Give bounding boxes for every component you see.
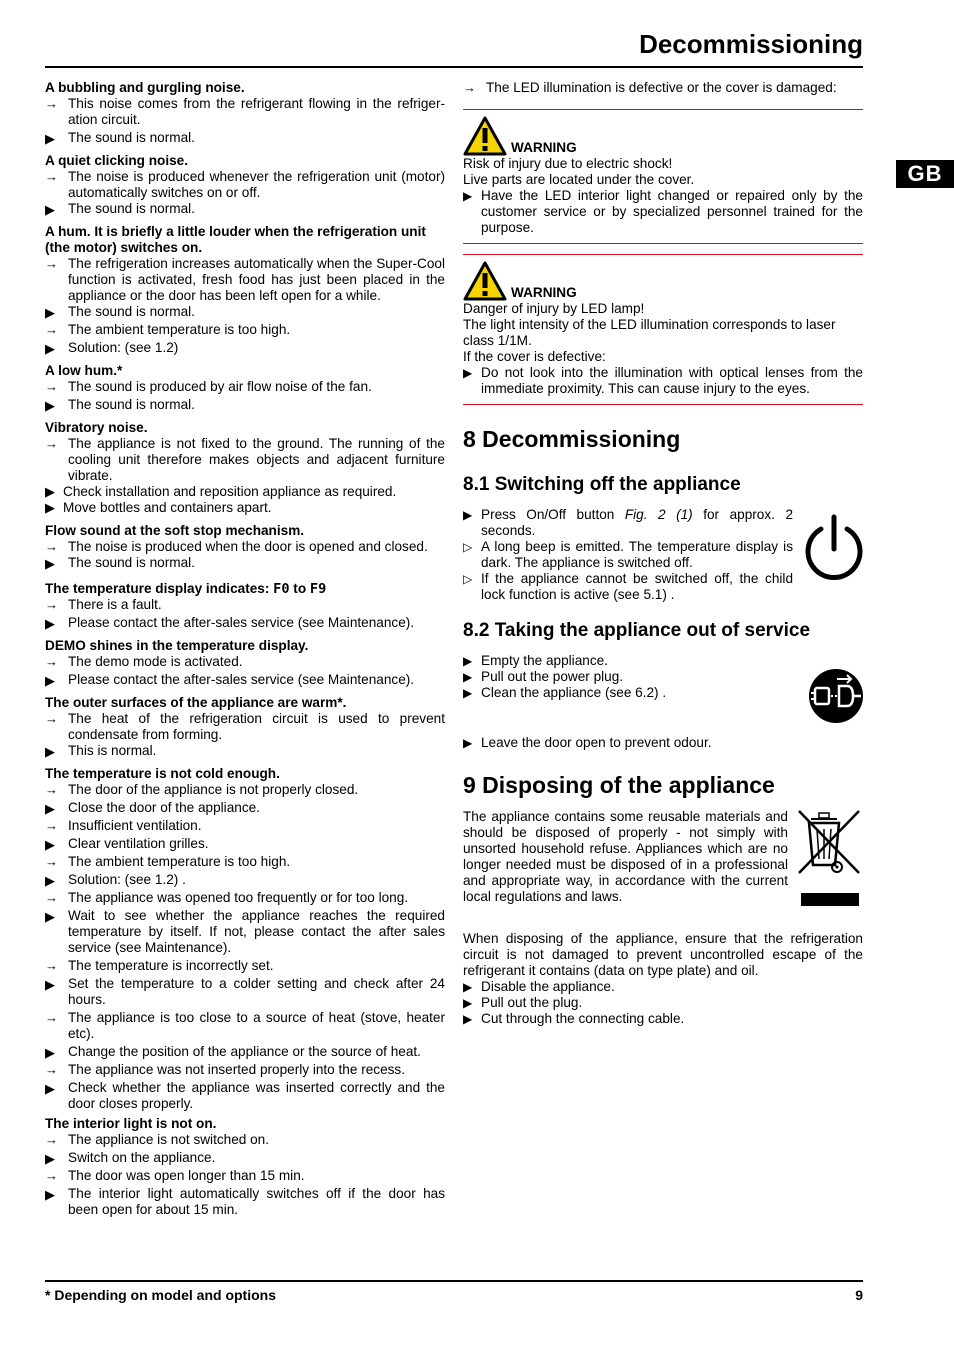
action-item: ▶ Clear ventilation grilles. xyxy=(45,836,209,852)
warning-title: WARNING xyxy=(511,140,577,155)
action-item: ▶ The sound is normal. xyxy=(45,397,195,413)
header-divider xyxy=(45,66,863,68)
warning-text: Live parts are located under the cover. xyxy=(463,172,695,187)
arrow-icon: → xyxy=(45,322,58,337)
section-heading: The temperature is not cold enough. xyxy=(45,766,280,781)
section-heading: DEMO shines in the temperature display. xyxy=(45,638,309,653)
cause-item: → The appliance is too close to a source of heat (stove, heater etc). xyxy=(45,1010,445,1041)
action-triangle-icon: ▶ xyxy=(45,744,55,759)
action-item: ▶ Solution: (see 1.2) xyxy=(45,340,179,356)
section-heading-8-2: 8.2 Taking the appliance out of service xyxy=(463,620,811,641)
footer-divider xyxy=(45,1280,863,1282)
arrow-icon: → xyxy=(45,1062,58,1077)
action-item: ▶ Close the door of the appliance. xyxy=(45,800,260,816)
action-triangle-icon: ▶ xyxy=(45,616,55,631)
page-number: 9 xyxy=(855,1287,863,1303)
arrow-icon: → xyxy=(45,597,58,612)
arrow-icon: → xyxy=(463,80,476,95)
action-item: ▶ Pull out the power plug. xyxy=(463,669,624,684)
action-triangle-icon: ▶ xyxy=(45,500,55,515)
action-triangle-icon: ▶ xyxy=(45,673,55,688)
action-item: ▶ Cut through the connecting cable. xyxy=(463,1011,685,1026)
unplug-icon xyxy=(807,667,865,725)
action-triangle-icon: ▶ xyxy=(45,873,55,888)
warning-rule-bottom xyxy=(463,404,863,405)
warning-box xyxy=(463,110,863,242)
action-triangle-icon: ▶ xyxy=(463,1012,473,1026)
action-triangle-icon: ▶ xyxy=(463,366,473,380)
action-item: ▶ Set the temperature to a colder setting and check after 24 hours. xyxy=(45,976,445,1007)
action-item: ▶ This is normal. xyxy=(45,743,157,759)
action-item: ▶ Move bottles and containers apart. xyxy=(45,500,272,515)
action-triangle-icon: ▶ xyxy=(45,398,55,413)
cause-item: → The appliance was not inserted properly into the recess. xyxy=(45,1062,406,1077)
action-item: ▶ The sound is normal. xyxy=(45,304,195,320)
warning-icon xyxy=(463,261,507,301)
arrow-icon: → xyxy=(45,1132,58,1147)
section-heading: The temperature display indicates: F0 to F9 xyxy=(45,581,327,597)
chapter-heading-9: 9 Disposing of the appliance xyxy=(463,772,775,798)
arrow-icon: → xyxy=(45,854,58,869)
action-item: ▶ Do not look into the illumination with optical lenses from the immediate proximity. This can cause injury to the eyes. xyxy=(463,365,863,396)
disposal-paragraph: The appliance contains some reusable materials and should be disposed of properly - not simply with unsorted household refuse. Appliances which are no longer needed must be disposed of in a professional and appropriate way, in accordance with the current local regulations and laws. xyxy=(463,809,788,904)
action-item: ▶ Check whether the appliance was inserted correctly and the door closes properly. xyxy=(45,1080,445,1111)
warning-rule-bottom xyxy=(463,243,863,244)
section-heading: Vibratory noise. xyxy=(45,420,148,435)
cause-item: → There is a fault. xyxy=(45,597,162,612)
result-triangle-icon: ▷ xyxy=(463,540,473,554)
cause-item: → The LED illumination is defective or the cover is damaged: xyxy=(463,80,837,95)
warning-text: Risk of injury due to electric shock! xyxy=(463,156,673,171)
arrow-icon: → xyxy=(45,711,58,726)
warning-box xyxy=(463,255,863,403)
disposal-paragraph: When disposing of the appliance, ensure that the refrigeration circuit is not damaged to prevent uncontrolled escape of the refrigerant it contains (data on type plate) and oil. xyxy=(463,931,863,978)
action-item: ▶ Leave the door open to prevent odour. xyxy=(463,735,712,750)
cause-item: → The heat of the refrigeration circuit is used to prevent condensate from forming. xyxy=(45,711,445,742)
weee-bin-icon xyxy=(797,809,863,909)
cause-item: → The sound is produced by air flow noise of the fan. xyxy=(45,379,372,394)
action-triangle-icon: ▶ xyxy=(45,341,55,356)
action-triangle-icon: ▶ xyxy=(45,801,55,816)
action-triangle-icon: ▶ xyxy=(463,508,473,522)
display-code: F0 xyxy=(273,581,290,597)
warning-title: WARNING xyxy=(511,285,577,300)
arrow-icon: → xyxy=(45,958,58,973)
page-title: Decommissioning xyxy=(639,29,863,59)
cause-item: → This noise comes from the refrigerant flowing in the refriger-ation circuit. xyxy=(45,96,445,127)
action-triangle-icon: ▶ xyxy=(463,736,473,750)
action-triangle-icon: ▶ xyxy=(463,996,473,1010)
warning-text: The light intensity of the LED illumination corresponds to laser class 1/1M. xyxy=(463,317,836,348)
result-triangle-icon: ▷ xyxy=(463,572,473,586)
right-column xyxy=(463,80,863,1027)
section-heading: A hum. It is briefly a little louder when the refrigeration unit (the motor) switches on. xyxy=(45,224,426,255)
action-item: ▶ Change the position of the appliance or the source of heat. xyxy=(45,1044,421,1060)
arrow-icon: → xyxy=(45,654,58,669)
cause-item: → The door of the appliance is not properly closed. xyxy=(45,782,359,797)
arrow-icon: → xyxy=(45,256,58,271)
action-item: ▶ Pull out the plug. xyxy=(463,995,583,1010)
action-item: ▶ Empty the appliance. xyxy=(463,653,608,668)
switch-off-block xyxy=(463,507,863,603)
arrow-icon: → xyxy=(45,782,58,797)
disposal-block xyxy=(463,809,863,1027)
arrow-icon: → xyxy=(45,818,58,833)
cause-item: → The ambient temperature is too high. xyxy=(45,854,291,869)
section-heading: The outer surfaces of the appliance are warm*. xyxy=(45,695,347,710)
cause-item: → The temperature is incorrectly set. xyxy=(45,958,274,973)
action-triangle-icon: ▶ xyxy=(463,654,473,668)
section-heading-8-1: 8.1 Switching off the appliance xyxy=(463,474,741,495)
language-tab: GB xyxy=(896,160,954,188)
warning-text: Danger of injury by LED lamp! xyxy=(463,301,645,316)
action-triangle-icon: ▶ xyxy=(463,670,473,684)
action-triangle-icon: ▶ xyxy=(463,686,473,700)
section-heading: A quiet clicking noise. xyxy=(45,153,189,168)
action-item: ▶ Please contact the after-sales service (see Maintenance). xyxy=(45,672,415,688)
action-item: ▶ The interior light automatically switches off if the door has been open for about 15 min. xyxy=(45,1186,445,1217)
action-triangle-icon: ▶ xyxy=(45,484,55,499)
cause-item: → The noise is produced when the door is opened and closed. xyxy=(45,539,428,554)
arrow-icon: → xyxy=(45,539,58,554)
action-triangle-icon: ▶ xyxy=(45,1187,55,1202)
warning-text: If the cover is defective: xyxy=(463,349,606,364)
action-item: ▶ Please contact the after-sales service (see Maintenance). xyxy=(45,615,415,631)
footer-note: * Depending on model and options xyxy=(45,1287,276,1303)
action-item: ▶ The sound is normal. xyxy=(45,201,195,217)
section-heading: The interior light is not on. xyxy=(45,1116,217,1131)
action-item: ▶ Disable the appliance. xyxy=(463,979,615,994)
section-heading: A bubbling and gurgling noise. xyxy=(45,80,245,95)
power-icon xyxy=(803,511,865,589)
arrow-icon: → xyxy=(45,1010,58,1025)
action-triangle-icon: ▶ xyxy=(45,977,55,992)
arrow-icon: → xyxy=(45,96,58,111)
arrow-icon: → xyxy=(45,379,58,394)
cause-item: → The noise is produced whenever the refrigeration unit (motor) automatically switches on or off. xyxy=(45,169,445,200)
section-heading: Flow sound at the soft stop mechanism. xyxy=(45,523,305,538)
action-triangle-icon: ▶ xyxy=(45,1081,55,1096)
arrow-icon: → xyxy=(45,890,58,905)
result-item: ▷ If the appliance cannot be switched off, the child lock function is active (see 5.1) . xyxy=(463,571,793,602)
action-item: ▶ Check installation and reposition appliance as required. xyxy=(45,484,397,499)
action-item: ▶ Switch on the appliance. xyxy=(45,1150,216,1166)
action-triangle-icon: ▶ xyxy=(45,556,55,571)
action-item: ▶ Clean the appliance (see 6.2) . xyxy=(463,685,667,700)
action-item: ▶ The sound is normal. xyxy=(45,555,195,571)
figure-reference: Fig. 2 (1) xyxy=(624,507,693,522)
cause-item: → The demo mode is activated. xyxy=(45,654,243,669)
cause-item: → The ambient temperature is too high. xyxy=(45,322,291,337)
action-triangle-icon: ▶ xyxy=(45,1151,55,1166)
arrow-icon: → xyxy=(45,169,58,184)
out-of-service-block xyxy=(463,653,863,751)
action-triangle-icon: ▶ xyxy=(45,131,55,146)
action-item: ▶ Solution: (see 1.2) . xyxy=(45,872,186,888)
arrow-icon: → xyxy=(45,436,58,451)
action-triangle-icon: ▶ xyxy=(45,1045,55,1060)
result-item: ▷ A long beep is emitted. The temperature display is dark. The appliance is switched off. xyxy=(463,539,793,570)
action-triangle-icon: ▶ xyxy=(45,837,55,852)
action-triangle-icon: ▶ xyxy=(45,202,55,217)
action-triangle-icon: ▶ xyxy=(45,305,55,320)
action-triangle-icon: ▶ xyxy=(463,980,473,994)
action-item: ▶ Wait to see whether the appliance reaches the required temperature by itself. If not, please contact the after sales service (see Maintenance). xyxy=(45,908,445,955)
cause-item: → The appliance is not switched on. xyxy=(45,1132,270,1147)
action-item: ▶ The sound is normal. xyxy=(45,130,195,146)
cause-item: → The appliance is not fixed to the ground. The running of the cooling unit therefore makes objects and adjacent furniture vibrate. xyxy=(45,436,445,483)
cause-item: → The refrigeration increases automatically when the Super-Cool function is activated, fresh food has just been placed in the appliance or the door has been left open for a while. xyxy=(45,256,445,303)
cause-item: → The appliance was opened too frequently or for too long. xyxy=(45,890,409,905)
action-item: ▶ Have the LED interior light changed or repaired only by the customer service or by specialized personnel trained for the purpose. xyxy=(463,188,863,235)
arrow-icon: → xyxy=(45,1168,58,1183)
chapter-heading-8: 8 Decommissioning xyxy=(463,426,681,452)
action-triangle-icon: ▶ xyxy=(45,909,55,924)
action-triangle-icon: ▶ xyxy=(463,189,473,203)
left-column xyxy=(45,80,445,1219)
section-heading: A low hum.* xyxy=(45,363,123,378)
display-code: F9 xyxy=(309,581,327,597)
warning-icon xyxy=(463,116,507,156)
cause-item: → The door was open longer than 15 min. xyxy=(45,1168,305,1183)
cause-item: → Insufficient ventilation. xyxy=(45,818,202,833)
action-item: ▶ Press On/Off button Fig. 2 (1) for approx. 2 seconds. xyxy=(463,507,793,538)
